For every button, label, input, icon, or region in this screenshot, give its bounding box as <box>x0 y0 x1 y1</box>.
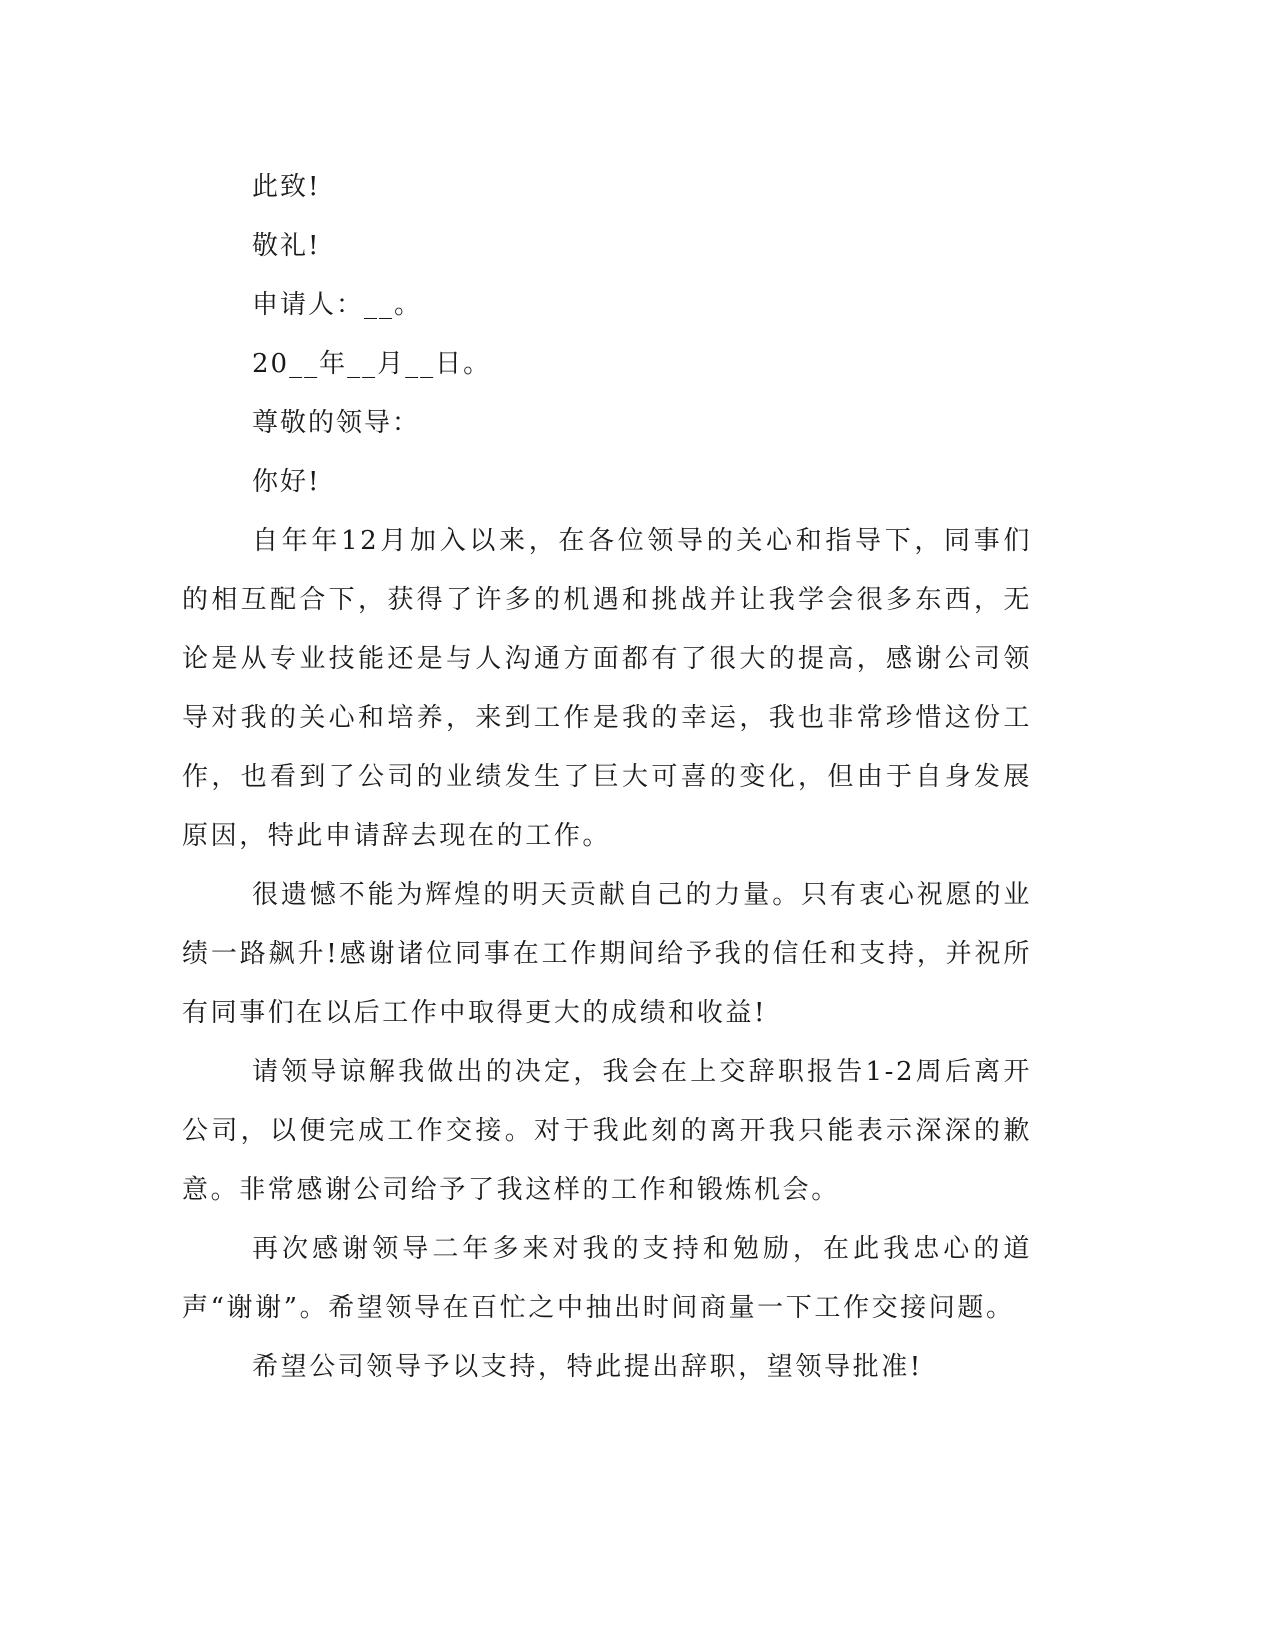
salutation: 尊敬的领导： <box>252 408 421 438</box>
body-paragraph-3: 请领导谅解我做出的决定，我会在上交辞职报告1-2周后离开公司，以便完成工作交接。对于我此刻的离开我只能表示深深的歉意。非常感谢公司给予了我这样的工作和锻炼机会。 <box>182 1057 1032 1205</box>
closing-line-1: 此致! <box>252 172 321 202</box>
body-paragraph-1: 自年年12月加入以来，在各位领导的关心和指导下，同事们的相互配合下，获得了许多的机遇和挑战并让我学会很多东西，无论是从专业技能还是与人沟通方面都有了很大的提高，感谢公司领导对我的关心和培养，来到工作是我的幸运，我也非常珍惜这份工作，也看到了公司的业绩发生了巨大可喜的变化，但由于自身发展原因，特此申请辞去现在的工作。 <box>182 526 1032 851</box>
closing-line-2: 敬礼! <box>252 231 321 261</box>
greeting: 你好! <box>252 467 321 497</box>
applicant-line: 申请人：__。 <box>252 290 423 320</box>
document-body <box>182 158 1032 1397</box>
body-paragraph-5: 希望公司领导予以支持，特此提出辞职，望领导批准! <box>252 1352 923 1382</box>
body-paragraph-2: 很遗憾不能为辉煌的明天贡献自己的力量。只有衷心祝愿的业绩一路飙升!感谢诸位同事在工作期间给予我的信任和支持，并祝所有同事们在以后工作中取得更大的成绩和收益! <box>182 880 1032 1028</box>
body-paragraph-4: 再次感谢领导二年多来对我的支持和勉励，在此我忠心的道声“谢谢”。希望领导在百忙之中抽出时间商量一下工作交接问题。 <box>182 1234 1032 1323</box>
date-line: 20__年__月__日。 <box>252 349 492 379</box>
